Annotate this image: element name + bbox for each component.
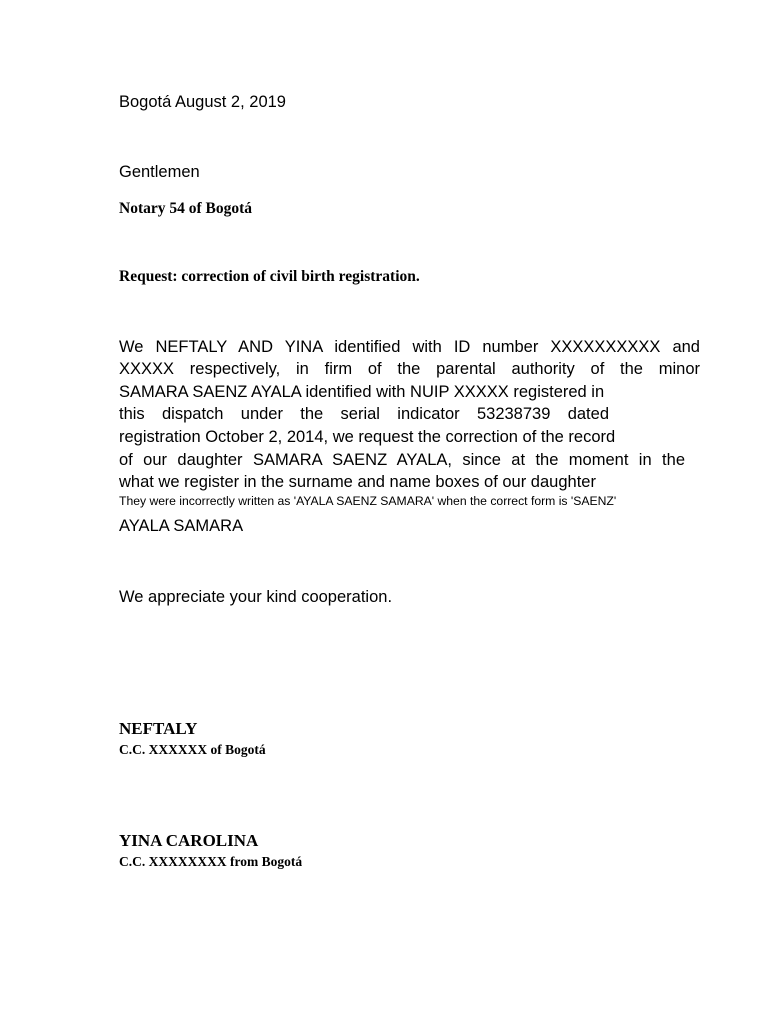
salutation: Gentlemen bbox=[119, 163, 200, 181]
body-line: SAMARA SAENZ AYALA identified with NUIP XXXXX registered in bbox=[119, 383, 605, 401]
closing-line: We appreciate your kind cooperation. bbox=[119, 588, 393, 606]
recipient-line: Notary 54 of Bogotá bbox=[119, 200, 253, 217]
body-line: We NEFTALY AND YINA identified with ID number XXXXXXXXXX and bbox=[119, 338, 700, 356]
body-line: registration October 2, 2014, we request the correction of the record bbox=[119, 428, 616, 446]
date-line: Bogotá August 2, 2019 bbox=[119, 93, 286, 111]
continuation-line: AYALA SAMARA bbox=[119, 517, 244, 535]
signatory-id: C.C. XXXXXXXX from Bogotá bbox=[119, 854, 303, 869]
subject-line: Request: correction of civil birth registration. bbox=[119, 268, 420, 285]
body-line: XXXXX respectively, in firm of the parental authority of the minor bbox=[119, 360, 700, 378]
signatory-name: NEFTALY bbox=[119, 719, 198, 738]
small-note-line: They were incorrectly written as 'AYALA SAENZ SAMARA' when the correct form is 'SAENZ' bbox=[119, 494, 617, 508]
body-line: what we register in the surname and name boxes of our daughter bbox=[119, 473, 596, 491]
signatory-name: YINA CAROLINA bbox=[119, 831, 259, 850]
body-line: of our daughter SAMARA SAENZ AYALA, since at the moment in the bbox=[119, 451, 685, 469]
signatory-id: C.C. XXXXXX of Bogotá bbox=[119, 742, 266, 757]
body-line: this dispatch under the serial indicator 53238739 dated bbox=[119, 405, 609, 423]
